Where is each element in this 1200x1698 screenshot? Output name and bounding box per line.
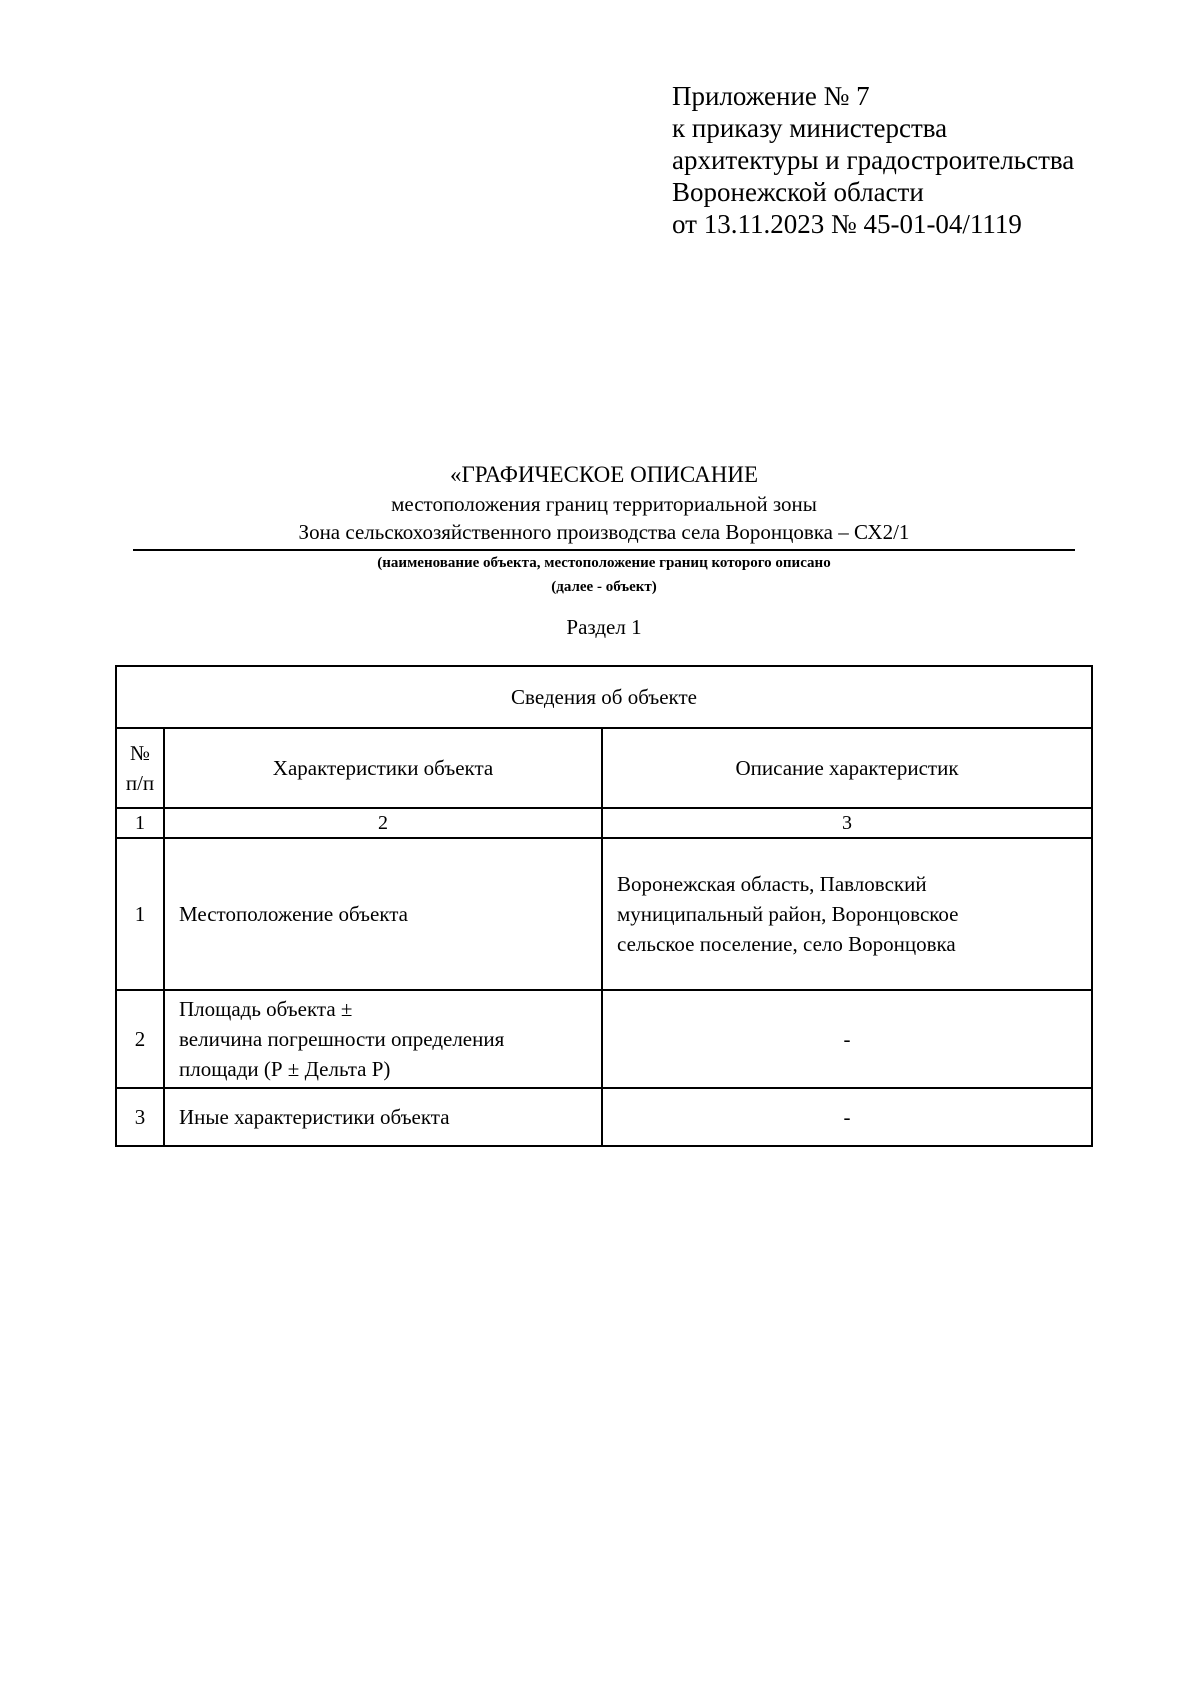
row-number: 3 — [116, 1088, 164, 1146]
header-num — [116, 728, 164, 808]
description-line: сельское поселение, село Воронцовка — [617, 932, 956, 956]
header-characteristics: Характеристики объекта — [164, 728, 602, 808]
characteristic-line: площади (Р ± Дельта Р) — [179, 1057, 391, 1081]
description-line: муниципальный район, Воронцовское — [617, 902, 959, 926]
appendix-line: архитектуры и градостроительства — [672, 145, 1075, 175]
row-description: - — [602, 990, 1092, 1088]
row-description — [602, 838, 1092, 990]
appendix-line: к приказу министерства — [672, 113, 948, 143]
row-number: 1 — [116, 838, 164, 990]
section-heading: Раздел 1 — [566, 615, 642, 639]
zone-name: Зона сельскохозяйственного производства села Воронцовка – СХ2/1 — [133, 518, 1075, 551]
appendix-header — [672, 80, 1074, 240]
column-number: 3 — [602, 808, 1092, 838]
appendix-line: от 13.11.2023 № 45-01-04/1119 — [672, 209, 1022, 239]
table-row — [116, 1088, 1092, 1146]
header-num-line: № — [129, 741, 151, 765]
characteristic-line: величина погрешности определения — [179, 1027, 505, 1051]
appendix-line: Воронежской области — [672, 177, 924, 207]
row-description: - — [602, 1088, 1092, 1146]
characteristic-line: Площадь объекта ± — [179, 997, 353, 1021]
document-title-block — [133, 460, 1075, 641]
column-number: 1 — [116, 808, 164, 838]
column-number: 2 — [164, 808, 602, 838]
object-info-table — [115, 665, 1093, 1147]
table-row — [116, 990, 1092, 1088]
document-title: «ГРАФИЧЕСКОЕ ОПИСАНИЕ — [449, 462, 758, 487]
object-note: (наименование объекта, местоположение границ которого описано — [377, 555, 831, 571]
row-number: 2 — [116, 990, 164, 1088]
table-caption: Сведения об объекте — [116, 666, 1092, 728]
document-subtitle: местоположения границ территориальной зоны — [391, 492, 817, 516]
header-num-line: п/п — [125, 771, 155, 795]
appendix-line: Приложение № 7 — [672, 81, 870, 111]
header-description: Описание характеристик — [602, 728, 1092, 808]
row-characteristic: Местоположение объекта — [164, 838, 602, 990]
object-note: (далее - объект) — [551, 579, 657, 595]
description-line: Воронежская область, Павловский — [617, 872, 927, 896]
table-row — [116, 838, 1092, 990]
row-characteristic: Иные характеристики объекта — [164, 1088, 602, 1146]
column-number-row — [116, 808, 1092, 838]
row-characteristic — [164, 990, 602, 1088]
